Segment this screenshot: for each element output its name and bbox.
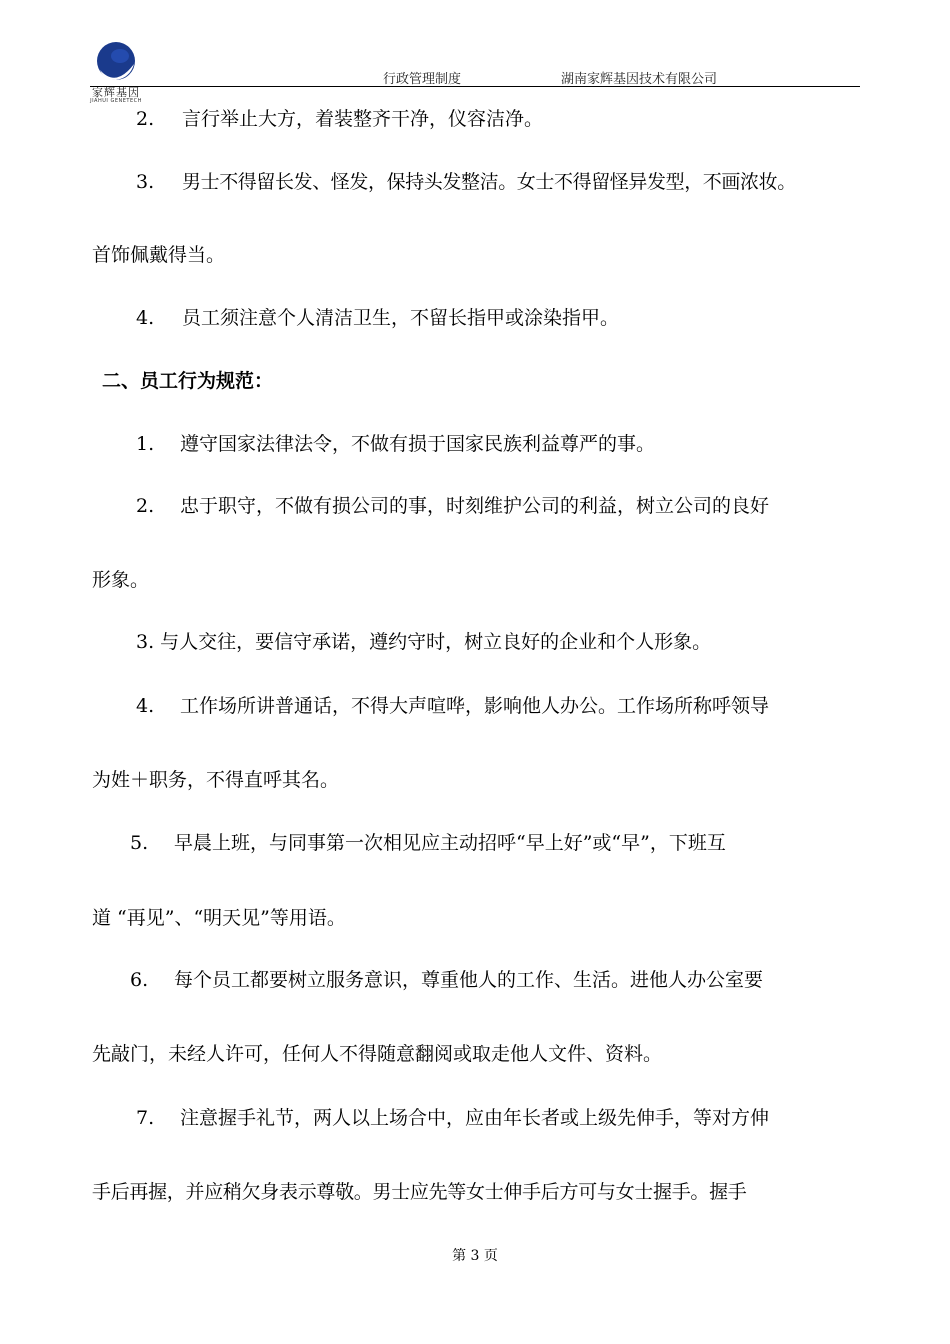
- item-3-line: [136, 170, 796, 194]
- item-number: 5.: [130, 832, 149, 854]
- rule-2-line: [136, 494, 769, 518]
- item-number: 7.: [136, 1107, 155, 1129]
- item-text: 每个员工都要树立服务意识，尊重他人的工作、生活。进他人办公室要: [174, 969, 764, 991]
- logo-icon: [90, 40, 142, 84]
- item-2-line: [136, 107, 543, 131]
- item-text: 忠于职守，不做有损公司的事，时刻维护公司的利益，树立公司的良好: [180, 495, 770, 517]
- item-text: 男士不得留长发、怪发，保持头发整洁。女士不得留怪异发型，不画浓妆。: [182, 171, 796, 193]
- item-number: 6.: [130, 969, 149, 991]
- page-number: 第 3 页: [452, 1248, 498, 1264]
- item-number: 2.: [136, 495, 155, 517]
- item-text: 遵守国家法律法令，不做有损于国家民族利益尊严的事。: [180, 433, 656, 455]
- rule-7-continuation: 手后再握，并应稍欠身表示尊敬。男士应先等女士伸手后方可与女士握手。握手: [92, 1181, 747, 1203]
- section-heading: 二、员工行为规范：: [102, 370, 274, 392]
- item-number: 4.: [136, 307, 155, 329]
- logo-text-en: JIAHUI GENETECH: [90, 98, 142, 104]
- rule-7-line: [136, 1106, 769, 1130]
- item-text: 工作场所讲普通话，不得大声喧哗，影响他人办公。工作场所称呼领导: [180, 695, 770, 717]
- rule-6-continuation: 先敲门，未经人许可，任何人不得随意翻阅或取走他人文件、资料。: [92, 1043, 663, 1065]
- item-text: 员工须注意个人清洁卫生，不留长指甲或涂染指甲。: [182, 307, 620, 329]
- header-doc-title: 行政管理制度: [383, 72, 462, 87]
- rule-6-line: [130, 968, 763, 992]
- rule-3-line: 3. 与人交往，要信守承诺，遵约守时，树立良好的企业和个人形象。: [136, 631, 712, 653]
- item-4-line: [136, 306, 619, 330]
- rule-4-line: [136, 694, 769, 718]
- rule-4-continuation: 为姓＋职务，不得直呼其名。: [92, 769, 340, 791]
- header-company-name: 湖南家辉基因技术有限公司: [561, 72, 718, 87]
- item-3-continuation: 首饰佩戴得当。: [92, 244, 226, 266]
- rule-1-line: [136, 432, 655, 456]
- company-logo: [84, 40, 148, 106]
- item-number: 4.: [136, 695, 155, 717]
- item-number: 1.: [136, 433, 155, 455]
- item-text: 早晨上班，与同事第一次相见应主动招呼“早上好”或“早”，下班互: [174, 832, 726, 854]
- rule-2-continuation: 形象。: [92, 569, 150, 591]
- header-divider: [90, 86, 860, 87]
- item-number: 2.: [136, 108, 155, 130]
- item-text: 言行举止大方，着装整齐干净，仪容洁净。: [182, 108, 544, 130]
- rule-5-line: [130, 831, 726, 855]
- logo-text-cn: 家辉基因: [92, 86, 140, 99]
- rule-5-continuation: 道 “再见”、“明天见”等用语。: [92, 907, 346, 929]
- item-text: 注意握手礼节，两人以上场合中，应由年长者或上级先伸手，等对方伸: [180, 1107, 770, 1129]
- item-number: 3.: [136, 171, 155, 193]
